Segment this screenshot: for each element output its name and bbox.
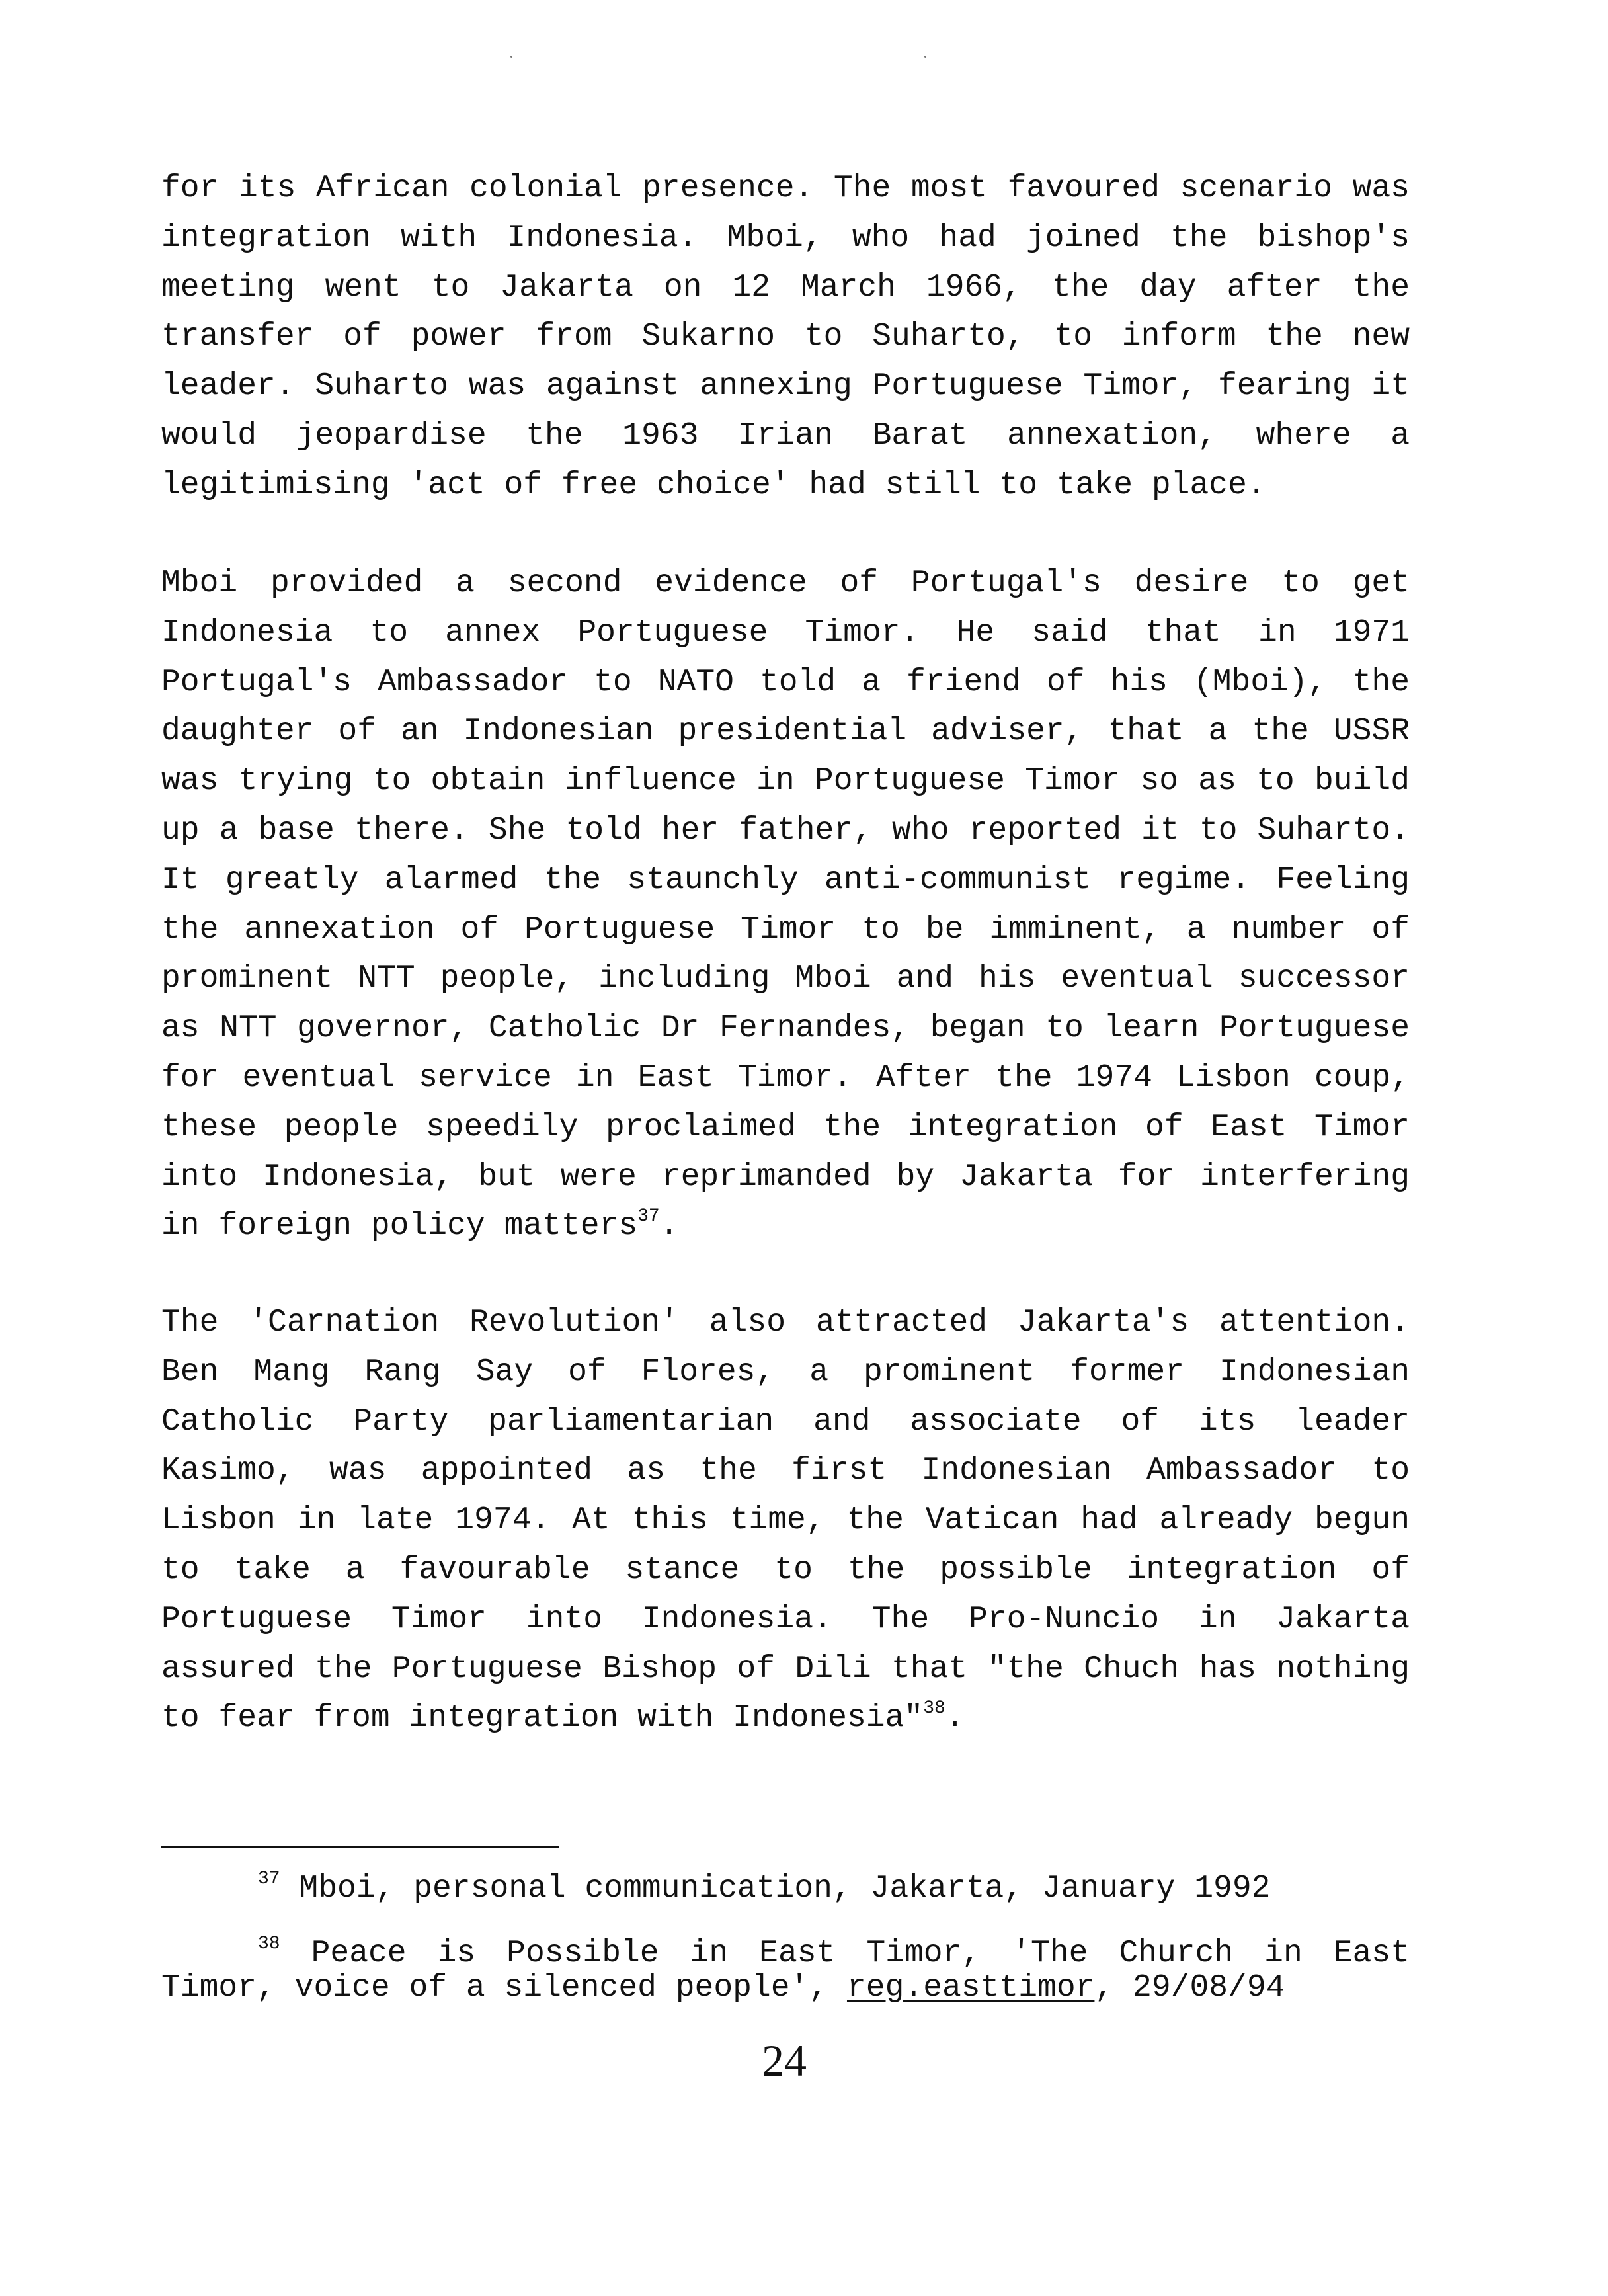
footnote-marker-wrap	[161, 1936, 280, 1971]
paragraph-3-end: .	[945, 1700, 965, 1737]
paragraph-2	[161, 559, 1410, 1251]
paragraph-1-text: for its African colonial presence. The most favoured scenario was integration with Indonesia. Mboi, who had joined the bishop's meeting went to Jakarta on 12 March 1966, the day after the transfer of power from Sukarno to Suharto, to inform the new leader. Suharto was against annexing Portuguese Timor, fearing it would jeopardise the 1963 Irian Barat annexation, where a legitimising 'act of free choice' had still to take place.	[161, 171, 1410, 503]
footnote-separator	[161, 1846, 559, 1848]
footnote-38	[161, 1936, 1410, 2005]
footnote-text: Mboi, personal communication, Jakarta, January 1992	[280, 1871, 1271, 1906]
source-link[interactable]: reg.easttimor	[846, 1970, 1095, 2006]
scan-speck	[924, 56, 926, 58]
paragraph-3-text: The 'Carnation Revolution' also attracted Jakarta's attention. Ben Mang Rang Say of Flores, a prominent former Indonesian Catholic Party parliamentarian and associate of its leader Kasimo, was appointed as the first Indonesian Ambassador to Lisbon in late 1974. At this time, the Vatican had already begun to take a favourable stance to the possible integration of Portuguese Timor into Indonesia. The Pro-Nuncio in Jakarta assured the Portuguese Bishop of Dili that "the Chuch has nothing to fear from integration with Indonesia"	[161, 1305, 1410, 1737]
footnote-reference-37[interactable]: 37	[637, 1206, 660, 1227]
footnote-text: Peace is Possible in East Timor, 'The Church in East Timor, voice of a silenced people',	[161, 1936, 1410, 2006]
scan-speck	[510, 56, 512, 58]
paragraph-2-text: Mboi provided a second evidence of Portugal's desire to get Indonesia to annex Portuguese Timor. He said that in 1971 Portugal's Ambassador to NATO told a friend of his (Mboi), the daughter of an Indonesian presidential adviser, that a the USSR was trying to obtain influence in Portuguese Timor so as to build up a base there. She told her father, who reported it to Suharto. It greatly alarmed the staunchly anti-communist regime. Feeling the annexation of Portuguese Timor to be imminent, a number of prominent NTT people, including Mboi and his eventual successor as NTT governor, Catholic Dr Fernandes, began to learn Portuguese for eventual service in East Timor. After the 1974 Lisbon coup, these people speedily proclaimed the integration of East Timor into Indonesia, but were reprimanded by Jakarta for interfering in foreign policy matters	[161, 565, 1410, 1245]
footnote-date: , 29/08/94	[1094, 1970, 1285, 2006]
page-number: 24	[762, 2035, 807, 2086]
footnote-37	[161, 1871, 1410, 1906]
footnote-reference-38[interactable]: 38	[923, 1698, 945, 1719]
paragraph-1	[161, 164, 1410, 511]
paragraph-3	[161, 1298, 1410, 1743]
footnote-marker: 37	[258, 1869, 280, 1889]
paragraph-2-end: .	[659, 1208, 679, 1245]
footnote-marker-wrap	[161, 1871, 280, 1906]
footnote-marker: 38	[258, 1934, 280, 1954]
